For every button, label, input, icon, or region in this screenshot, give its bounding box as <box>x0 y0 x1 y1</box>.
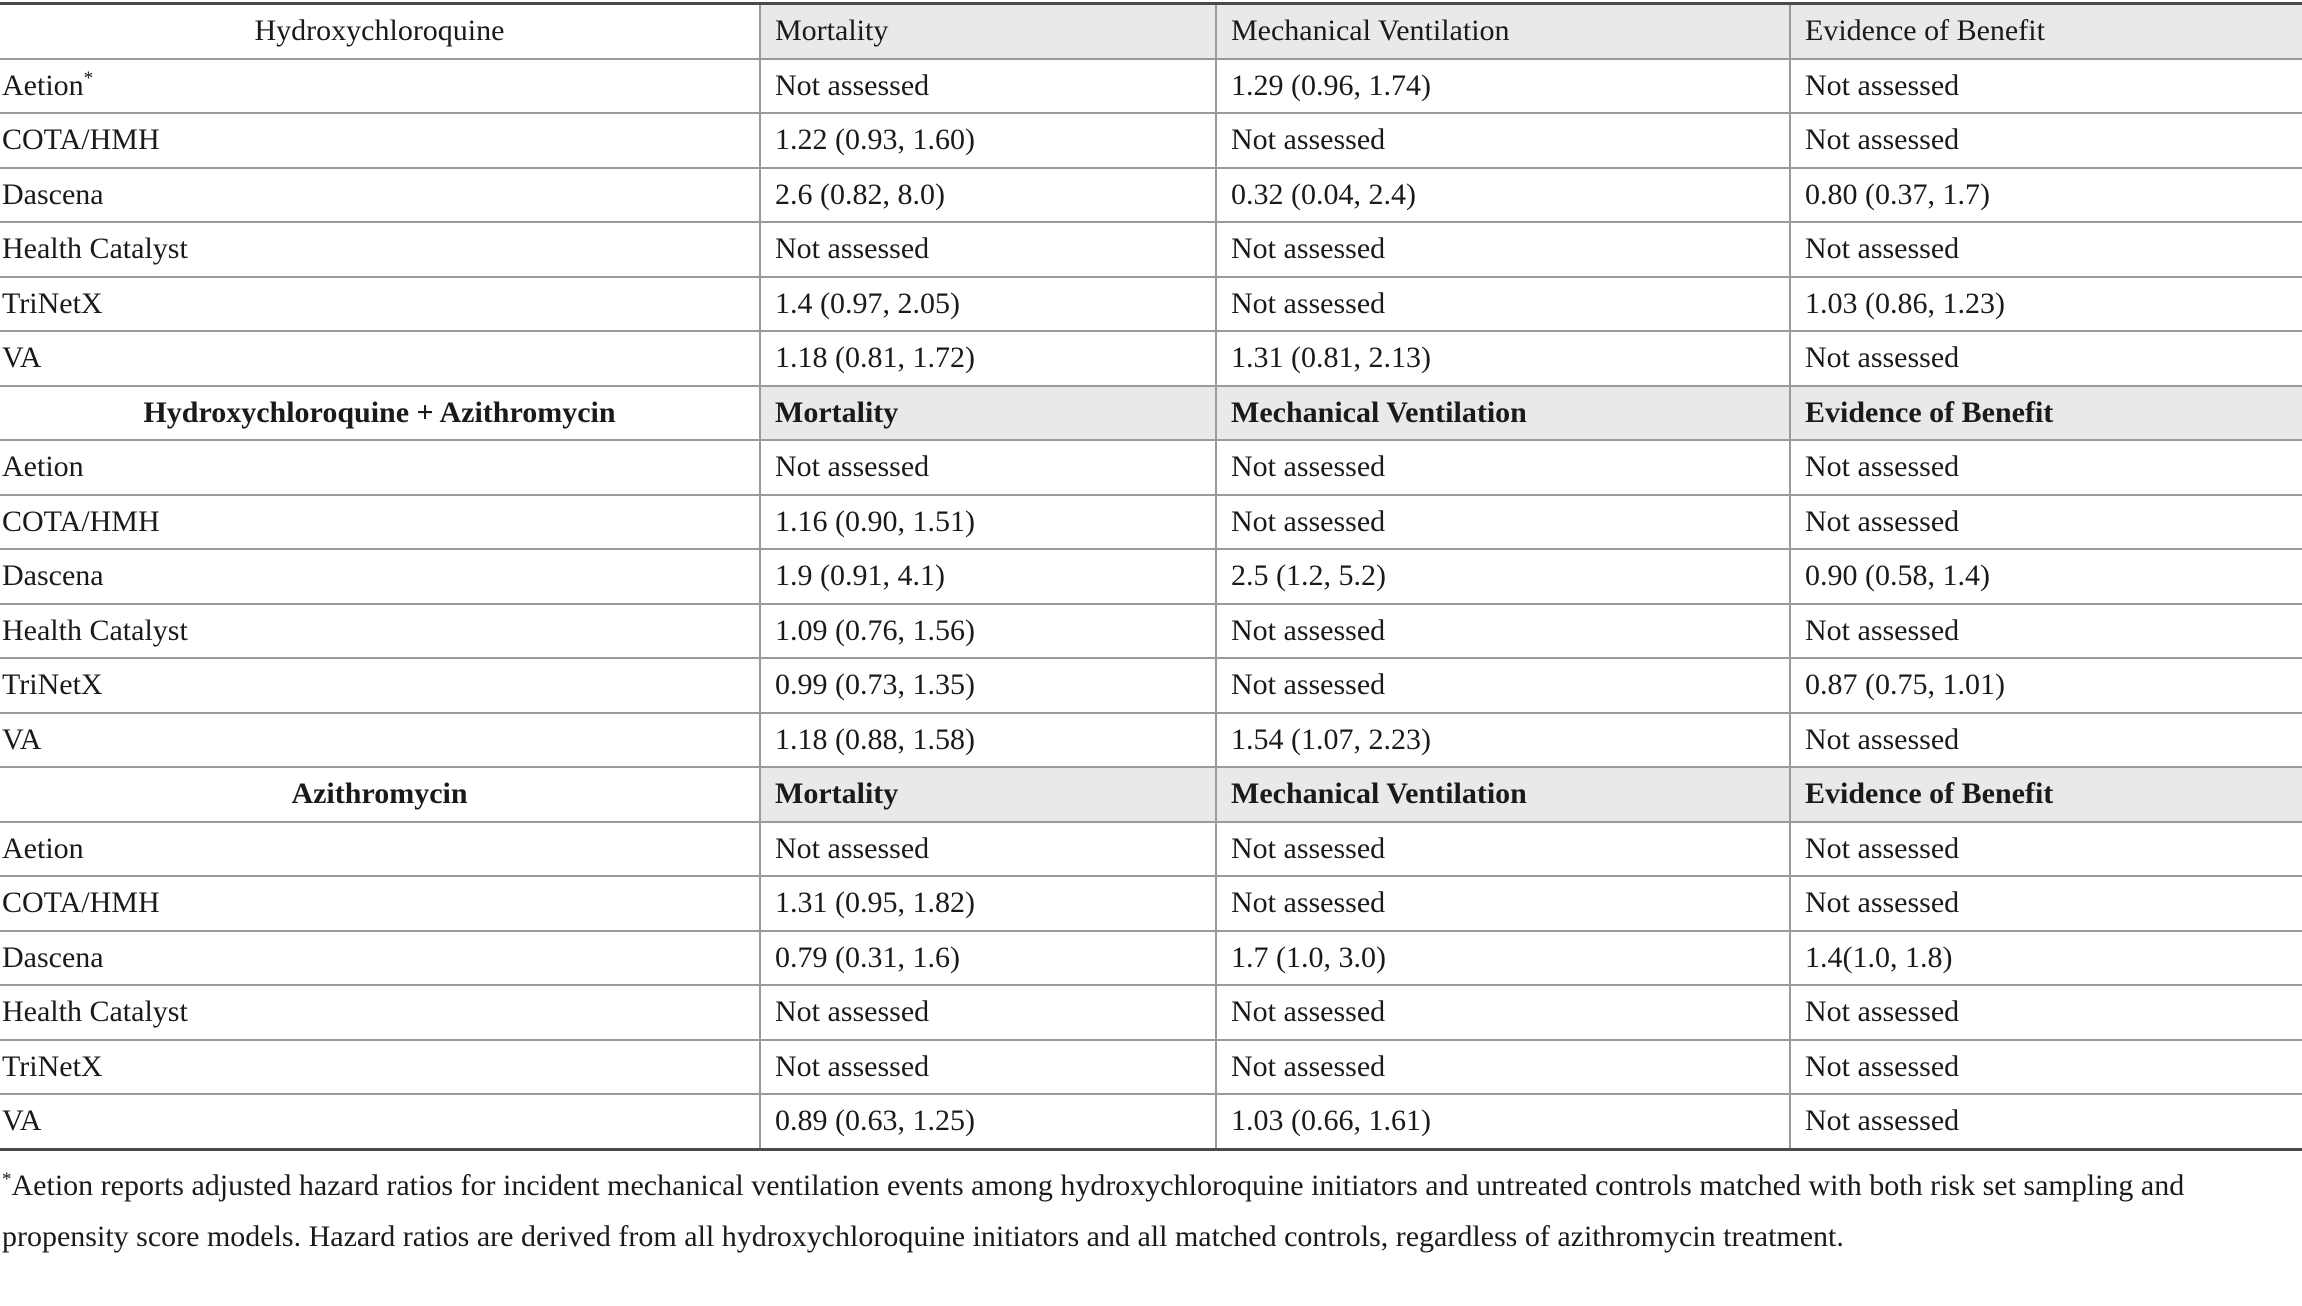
data-source-health-catalyst: Health Catalyst <box>2 995 188 1029</box>
section-title: Hydroxychloroquine + Azithromycin <box>0 386 760 441</box>
data-source-cota-hmh: COTA/HMH <box>2 504 160 538</box>
data-source-cell <box>0 440 760 495</box>
evidence-of-benefit-value: Not assessed <box>1790 604 2302 659</box>
table-row <box>0 495 2302 550</box>
section-title: Hydroxychloroquine <box>0 4 760 59</box>
mechanical-ventilation-value: 1.54 (1.07, 2.23) <box>1216 713 1790 768</box>
footnote-reference: * <box>83 67 94 89</box>
mechanical-ventilation-value: 1.03 (0.66, 1.61) <box>1216 1094 1790 1149</box>
data-source-cell <box>0 658 760 713</box>
evidence-of-benefit-value: Not assessed <box>1790 113 2302 168</box>
data-source-trinetx: TriNetX <box>2 668 103 702</box>
evidence-of-benefit-header: Evidence of Benefit <box>1790 4 2302 59</box>
data-source-cell <box>0 931 760 986</box>
mortality-header: Mortality <box>760 767 1216 822</box>
table-row <box>0 440 2302 495</box>
mortality-value: Not assessed <box>760 222 1216 277</box>
table-row <box>0 549 2302 604</box>
mortality-value: 0.99 (0.73, 1.35) <box>760 658 1216 713</box>
data-source-dascena: Dascena <box>2 559 104 593</box>
mortality-value: Not assessed <box>760 985 1216 1040</box>
table-row <box>0 658 2302 713</box>
mechanical-ventilation-value: Not assessed <box>1216 876 1790 931</box>
results-table-body <box>0 4 2302 1150</box>
footnote-text: Aetion reports adjusted hazard ratios for incident mechanical ventilation events among hydroxychloroquine initiators and untreated controls matched with both risk set sampling and propensity score models. Hazard ratios are derived from all hydroxychloroquine initiators and all matched controls, regardless of azithromycin treatment. <box>2 1169 2185 1253</box>
footnote-marker: * <box>2 1169 12 1190</box>
mortality-value: 1.09 (0.76, 1.56) <box>760 604 1216 659</box>
evidence-of-benefit-header: Evidence of Benefit <box>1790 767 2302 822</box>
section-header-row <box>0 386 2302 441</box>
data-source-cell <box>0 876 760 931</box>
table-row <box>0 822 2302 877</box>
data-source-cell <box>0 331 760 386</box>
evidence-of-benefit-value: Not assessed <box>1790 59 2302 114</box>
evidence-of-benefit-value: Not assessed <box>1790 822 2302 877</box>
section-header-row <box>0 4 2302 59</box>
mortality-value: 2.6 (0.82, 8.0) <box>760 168 1216 223</box>
evidence-of-benefit-value: 1.4(1.0, 1.8) <box>1790 931 2302 986</box>
table-row <box>0 113 2302 168</box>
data-source-va: VA <box>2 341 42 375</box>
table-row <box>0 876 2302 931</box>
mortality-value: 1.18 (0.81, 1.72) <box>760 331 1216 386</box>
evidence-of-benefit-header: Evidence of Benefit <box>1790 386 2302 441</box>
data-source-trinetx: TriNetX <box>2 286 103 320</box>
table-row <box>0 277 2302 332</box>
mechanical-ventilation-value: Not assessed <box>1216 277 1790 332</box>
mechanical-ventilation-value: Not assessed <box>1216 822 1790 877</box>
mechanical-ventilation-value: Not assessed <box>1216 985 1790 1040</box>
mechanical-ventilation-value: 2.5 (1.2, 5.2) <box>1216 549 1790 604</box>
evidence-of-benefit-value: Not assessed <box>1790 876 2302 931</box>
evidence-of-benefit-value: Not assessed <box>1790 222 2302 277</box>
data-source-cell <box>0 222 760 277</box>
evidence-of-benefit-value: Not assessed <box>1790 1040 2302 1095</box>
data-source-dascena: Dascena <box>2 940 104 974</box>
mortality-value: 1.9 (0.91, 4.1) <box>760 549 1216 604</box>
data-source-cell <box>0 822 760 877</box>
evidence-of-benefit-value: 0.87 (0.75, 1.01) <box>1790 658 2302 713</box>
table-footnote <box>2 1160 2292 1262</box>
data-source-va: VA <box>2 1104 42 1138</box>
evidence-of-benefit-value: Not assessed <box>1790 331 2302 386</box>
table-row <box>0 1094 2302 1149</box>
mortality-value: 1.18 (0.88, 1.58) <box>760 713 1216 768</box>
mechanical-ventilation-value: 1.7 (1.0, 3.0) <box>1216 931 1790 986</box>
mechanical-ventilation-header: Mechanical Ventilation <box>1216 4 1790 59</box>
mortality-header: Mortality <box>760 4 1216 59</box>
data-source-cell <box>0 59 760 114</box>
data-source-cell <box>0 495 760 550</box>
mortality-value: 0.79 (0.31, 1.6) <box>760 931 1216 986</box>
results-table <box>0 2 2302 1151</box>
mortality-value: 1.4 (0.97, 2.05) <box>760 277 1216 332</box>
table-row <box>0 931 2302 986</box>
mechanical-ventilation-value: 0.32 (0.04, 2.4) <box>1216 168 1790 223</box>
mechanical-ventilation-header: Mechanical Ventilation <box>1216 386 1790 441</box>
mortality-header: Mortality <box>760 386 1216 441</box>
evidence-of-benefit-value: Not assessed <box>1790 440 2302 495</box>
mechanical-ventilation-header: Mechanical Ventilation <box>1216 767 1790 822</box>
mortality-value: Not assessed <box>760 1040 1216 1095</box>
mechanical-ventilation-value: Not assessed <box>1216 1040 1790 1095</box>
data-source-cell <box>0 277 760 332</box>
mortality-value: Not assessed <box>760 440 1216 495</box>
data-source-cota-hmh: COTA/HMH <box>2 123 160 157</box>
data-source-cell <box>0 985 760 1040</box>
data-source-aetion: Aetion <box>2 68 84 102</box>
evidence-of-benefit-value: Not assessed <box>1790 713 2302 768</box>
evidence-of-benefit-value: Not assessed <box>1790 985 2302 1040</box>
table-row <box>0 59 2302 114</box>
evidence-of-benefit-value: 0.90 (0.58, 1.4) <box>1790 549 2302 604</box>
data-source-cell <box>0 549 760 604</box>
mechanical-ventilation-value: Not assessed <box>1216 658 1790 713</box>
mechanical-ventilation-value: Not assessed <box>1216 222 1790 277</box>
data-source-dascena: Dascena <box>2 177 104 211</box>
mortality-value: 1.16 (0.90, 1.51) <box>760 495 1216 550</box>
evidence-of-benefit-value: Not assessed <box>1790 495 2302 550</box>
table-row <box>0 604 2302 659</box>
mortality-value: Not assessed <box>760 822 1216 877</box>
data-source-cell <box>0 168 760 223</box>
section-header-row <box>0 767 2302 822</box>
data-source-va: VA <box>2 722 42 756</box>
evidence-of-benefit-value: Not assessed <box>1790 1094 2302 1149</box>
mortality-value: 1.22 (0.93, 1.60) <box>760 113 1216 168</box>
mortality-value: 1.31 (0.95, 1.82) <box>760 876 1216 931</box>
table-row <box>0 1040 2302 1095</box>
mortality-value: 0.89 (0.63, 1.25) <box>760 1094 1216 1149</box>
mechanical-ventilation-value: 1.29 (0.96, 1.74) <box>1216 59 1790 114</box>
mechanical-ventilation-value: Not assessed <box>1216 495 1790 550</box>
data-source-cell <box>0 713 760 768</box>
section-title: Azithromycin <box>0 767 760 822</box>
data-source-health-catalyst: Health Catalyst <box>2 232 188 266</box>
mechanical-ventilation-value: 1.31 (0.81, 2.13) <box>1216 331 1790 386</box>
data-source-cell <box>0 1094 760 1149</box>
data-source-cell <box>0 1040 760 1095</box>
table-row <box>0 331 2302 386</box>
mechanical-ventilation-value: Not assessed <box>1216 113 1790 168</box>
data-source-aetion: Aetion <box>2 831 84 865</box>
data-source-cota-hmh: COTA/HMH <box>2 886 160 920</box>
table-row <box>0 168 2302 223</box>
data-source-cell <box>0 113 760 168</box>
mortality-value: Not assessed <box>760 59 1216 114</box>
table-row <box>0 713 2302 768</box>
data-source-cell <box>0 604 760 659</box>
table-row <box>0 985 2302 1040</box>
mechanical-ventilation-value: Not assessed <box>1216 440 1790 495</box>
mechanical-ventilation-value: Not assessed <box>1216 604 1790 659</box>
table-row <box>0 222 2302 277</box>
evidence-of-benefit-value: 0.80 (0.37, 1.7) <box>1790 168 2302 223</box>
data-source-aetion: Aetion <box>2 450 84 484</box>
evidence-of-benefit-value: 1.03 (0.86, 1.23) <box>1790 277 2302 332</box>
data-source-trinetx: TriNetX <box>2 1049 103 1083</box>
data-source-health-catalyst: Health Catalyst <box>2 613 188 647</box>
